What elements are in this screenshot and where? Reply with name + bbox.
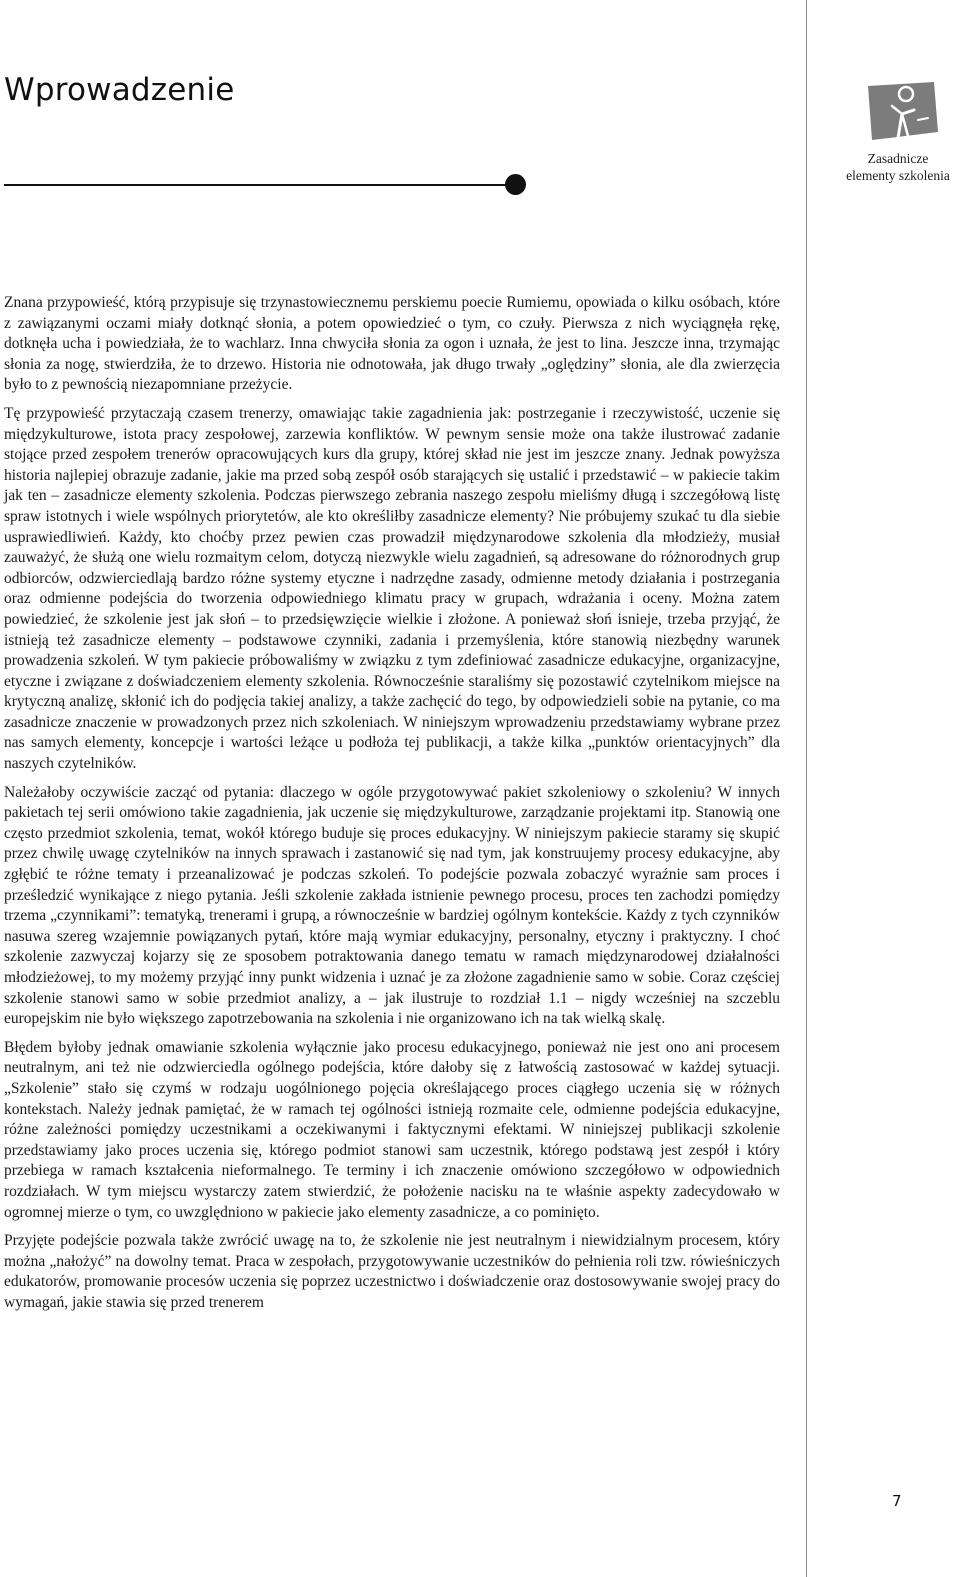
body-text <box>4 293 780 1322</box>
paragraph: Znana przypowieść, którą przypisuje się trzynastowiecznemu perskiemu poecie Rumiemu, opowiada o kilku osóbach, które z zawiązanymi oczami miały dotknąć słonia, a potem opowiedzieć o tym, co czuły. Pierwsza z nich wyciągnęła rękę, dotknęła ucha i powiedziała, że to wachlarz. Inna chwyciła słonia za ogon i uznała, że jest to lina. Jeszcze inna, trzymając słonia za nogę, stwierdziła, że to drzewo. Historia nie odnotowała, jak długo trwały „oględziny” słonia, ale dla zwierzęcia było to z pewnością niezapomniane przeżycie. <box>4 294 780 394</box>
section-caption <box>826 150 960 184</box>
page-title: Wprowadzenie <box>4 72 235 108</box>
section-pictogram-person-icon <box>862 80 940 144</box>
page-number: 7 <box>892 1492 902 1510</box>
title-underline <box>4 184 516 186</box>
paragraph: Tę przypowieść przytaczają czasem trenerzy, omawiając takie zagadnienia jak: postrzeganie i rzeczywistość, uczenie się międzykulturowe, istota pracy zespołowej, zarzewia konfliktów. W pewnym sensie może ona także ilustrować zadanie stojące przed zespołem trenerów opracowujących kurs dla grupy, której skład nie jest im jeszcze znany. Jednak powyższa historia najlepiej obrazuje zadanie, jakie ma przed sobą zespół osób starających się ustalić i przedstawić – w pakiecie takim jak ten – zasadnicze elementy szkolenia. Podczas pierwszego zebrania naszego zespołu mieliśmy długą i szczegółową listę spraw istotnych i wiele wspólnych priorytetów, ale kto określiłby zasadnicze elementy? Nie próbujemy szukać tu dla siebie usprawiedliwień. Każdy, kto choćby przez pewien czas prowadził międzynarodowe szkolenia dla młodzieży, musiał zauważyć, że służą one wielu rozmaitym celom, dotyczą niezwykle wielu zagadnień, są adresowane do różnorodnych grup odbiorców, odzwierciedlają bardzo różne systemy etyczne i nadrzędne zasady, odmienne metody działania i postrzegania oraz odmienne podejścia do tworzenia odpowiedniego klimatu pracy w grupach, wdrażania i oceny. Można zatem powiedzieć, że szkolenie jest jak słoń – to przedsięwzięcie wielkie i złożone. A ponieważ słoń isnieje, trzeba przyjąć, że istnieją też zasadnicze elementy – podstawowe czynniki, zadania i przemyślenia, które stanowią niezbędny warunek prowadzenia szkoleń. W tym pakiecie próbowaliśmy w związku z tym zdefiniować zasadnicze edukacyjne, organizacyjne, etyczne i związane z doświadczeniem elementy szkolenia. Równocześnie staraliśmy się pozostawić czytelnikom miejsce na krytyczną analizę, skłonić ich do podjęcia takiej analizy, a także zachęcić do tego, by odpowiedzieli sobie na pytanie, co ma zasadnicze znaczenie w prowadzonych przez nich szkoleniach. W niniejszym wprowadzeniu przedstawiamy wybrane przez nas samych elementy, koncepcje i wartości leżące u podłoża tej publikacji, a także kilka „punktów orientacyjnych” dla naszych czytelników. <box>4 404 780 773</box>
paragraph: Należałoby oczywiście zacząć od pytania: dlaczego w ogóle przygotowywać pakiet szkoleniowy o szkoleniu? W innych pakietach tej serii omówiono takie zagadnienia, jak uczenie się międzykulturowe, zarządzanie projektami itp. Stanowią one często przedmiot szkolenia, temat, wokół którego buduje się proces edukacyjny. W niniejszym pakiecie staramy się skupić przez chwilę uwagę czytelników na innych sprawach i zastanowić się nad tym, jak konstruujemy procesy edukacyjne, aby zgłębić te różne tematy i przeanalizować je podczas szkoleń. To podejście pozwala zobaczyć wyraźnie sam proces i prześledzić wynikające z niego pytania. Jeśli szkolenie zakłada istnienie pewnego procesu, proces ten zachodzi pomiędzy trzema „czynnikami”: tematyką, trenerami i grupą, a równocześnie w bardziej ogólnym kontekście. Każdy z tych czynników nasuwa szereg wzajemnie powiązanych pytań, które mają wymiar edukacyjny, personalny, etyczny i praktyczny. I choć szkolenie zazwyczaj kojarzy się ze sposobem potraktowania danego tematu w ramach międzynarodowej działalności młodzieżowej, to my możemy przyjąć inny punkt widzenia i uznać je za złożone zagadnienie samo w sobie. Coraz częściej szkolenie stanowi samo w sobie przedmiot analizy, a – jak ilustruje to rozdział 1.1 – nigdy wcześniej na szczeblu europejskim nie było większego zapotrzebowania na szkolenia i nie organizowano ich na tak wielką skalę. <box>4 783 780 1028</box>
paragraph: Przyjęte podejście pozwala także zwrócić uwagę na to, że szkolenie nie jest neutralnym i niewidzialnym procesem, który można „nałożyć” na dowolny temat. Praca w zespołach, przygotowywanie uczestników do pełnienia roli tzw. rówieśniczych edukatorów, promowanie procesów uczenia się poprzez uczestnictwo i doświadczenie oraz dostosowywanie swojej pracy do wymagań, jakie stawia się przed trenerem <box>4 1232 780 1311</box>
section-caption-line1: Zasadnicze <box>867 151 929 166</box>
paragraph: Błędem byłoby jednak omawianie szkolenia wyłącznie jako procesu edukacyjnego, ponieważ nie jest ono ani procesem neutralnym, ani też nie odzwierciedla ogólnego podejścia, które dałoby się z łatwością zastosować w każdej sytuacji. „Szkolenie” stało się czymś w rodzaju uogólnionego pojęcia określającego proces ciągłego uczenia się w różnych kontekstach. Należy jednak pamiętać, że w ramach tej ogólności istnieją rozmaite cele, odmienne podejścia edukacyjne, różne zależności pomiędzy uczestnikami a oczekiwanymi i faktycznymi efektami. W niniejszej publikacji szkolenie przedstawiamy jako proces uczenia się, którego podmiot stanowi sam uczestnik, którego podstawą jest zespół i który przebiega w ramach kształcenia nieformalnego. Te terminy i ich znaczenie omówiono szczegółowo w odpowiednich rozdziałach. W tym miejscu wystarczy zatem stwierdzić, że położenie nacisku na te właśnie aspekty zadecydowało w ogromnej mierze o tym, co uwzględniono w pakiecie jako elementy zasadnicze, a co pominięto. <box>4 1038 780 1221</box>
title-underline-dot <box>505 174 526 195</box>
section-caption-line2: elementy szkolenia <box>846 168 950 183</box>
margin-divider <box>806 0 807 1577</box>
